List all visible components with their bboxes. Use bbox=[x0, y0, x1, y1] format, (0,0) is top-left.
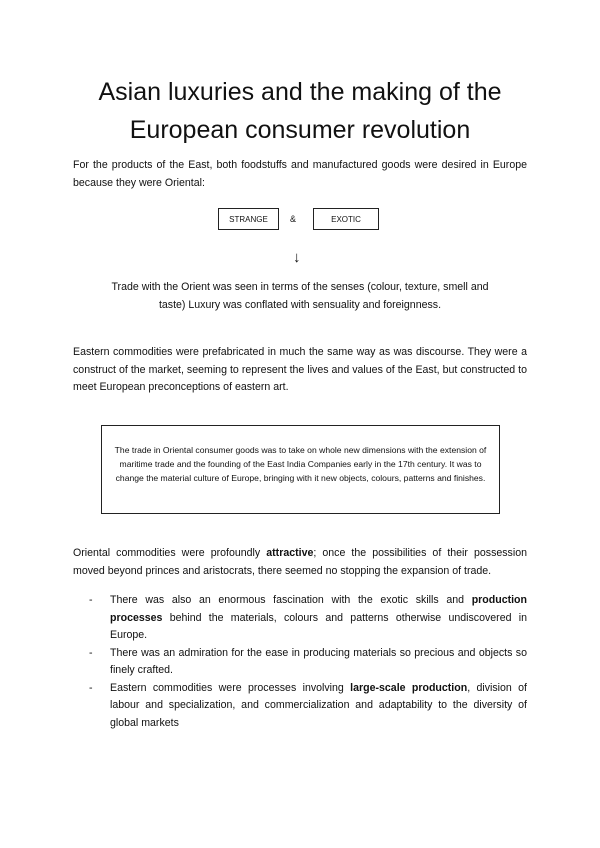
list-item bbox=[73, 592, 527, 645]
quote-box bbox=[101, 425, 500, 514]
dash-bullet: - bbox=[89, 594, 93, 606]
bullet-list bbox=[73, 592, 527, 732]
quote-text: The trade in Oriental consumer goods was to take on whole new dimensions with the extension of maritime trade and the founding of the East India Companies early in the 17th century. It was to change the material culture of Europe, bringing with it new objects, colours, patterns and finishes. bbox=[114, 445, 487, 483]
intro-paragraph: For the products of the East, both foodstuffs and manufactured goods were desired in Europe because they were Oriental: bbox=[73, 159, 527, 189]
down-arrow-icon: ↓ bbox=[293, 249, 301, 266]
page-title bbox=[0, 73, 600, 149]
text-run: There was an admiration for the ease in producing materials so precious and objects so finely crafted. bbox=[110, 646, 527, 676]
ampersand: & bbox=[290, 214, 297, 224]
senses-paragraph: Trade with the Orient was seen in terms of the senses (colour, texture, smell and taste) Luxury was conflated with sensuality and foreignness. bbox=[111, 281, 489, 311]
text-run: Eastern commodities were processes involving bbox=[110, 681, 351, 694]
commodities-paragraph: Eastern commodities were prefabricated in much the same way as was discourse. They were a construct of the market, seeming to represent the lives and values of the East, but constructed to meet European preconceptions of eastern art. bbox=[73, 346, 527, 393]
list-item bbox=[73, 645, 527, 680]
dash-bullet: - bbox=[89, 681, 93, 694]
text-run: There was also an enormous fascination with the exotic skills and bbox=[110, 594, 472, 606]
text-run: ; once the possibilities of their possession moved beyond princes and aristocrats, there seemed no stopping the expansion of trade. bbox=[73, 547, 527, 577]
strange-box: STRANGE bbox=[218, 208, 279, 230]
title-line-2: European consumer revolution bbox=[129, 116, 471, 144]
attractive-paragraph bbox=[73, 545, 527, 580]
dash-bullet: - bbox=[89, 646, 93, 659]
text-run: Oriental commodities were profoundly bbox=[73, 547, 267, 559]
bold-run: large-scale production bbox=[350, 681, 468, 694]
list-item bbox=[73, 680, 527, 733]
bold-run: attractive bbox=[266, 547, 314, 559]
text-run: behind the materials, colours and patterns otherwise undiscovered in Europe. bbox=[110, 611, 527, 641]
exotic-box: EXOTIC bbox=[313, 208, 379, 230]
title-line-1: Asian luxuries and the making of the bbox=[98, 78, 502, 106]
text-run: , division of labour and specialization, and commercialization and adaptability to the diversity of global markets bbox=[110, 681, 528, 729]
bold-run: production processes bbox=[110, 594, 527, 624]
